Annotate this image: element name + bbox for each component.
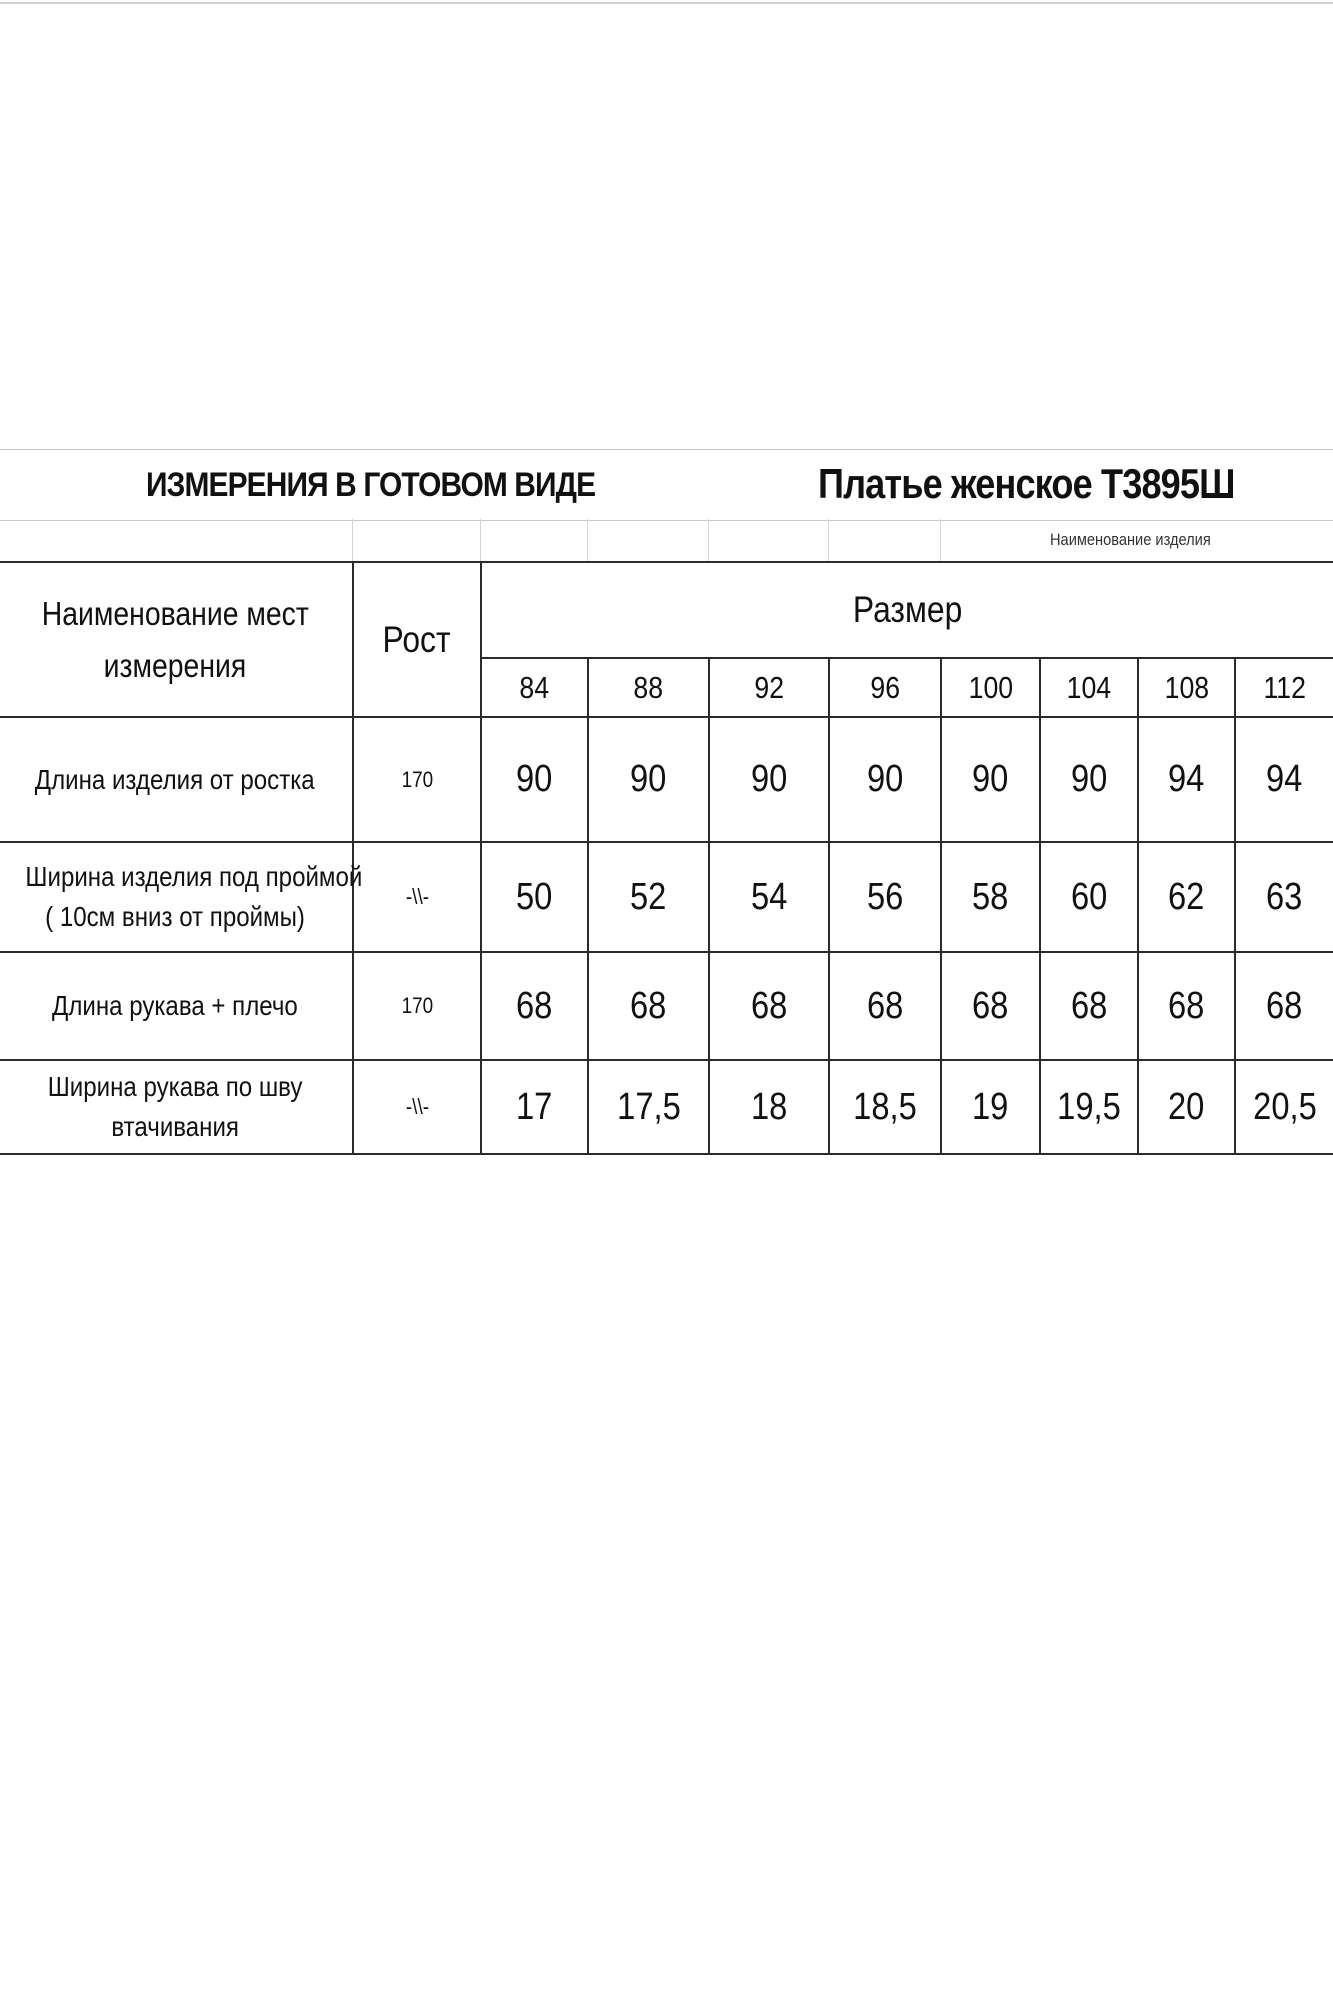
size-92: 92 [709, 658, 829, 717]
document-heading: ИЗМЕРЕНИЯ В ГОТОВОМ ВИДЕ [146, 466, 596, 504]
row-label: Длина изделия от ростка [0, 717, 353, 842]
value-cell: 50 [481, 842, 588, 952]
value-cell: 90 [829, 717, 941, 842]
height-header-text: Рост [382, 618, 451, 660]
value-cell: 94 [1235, 717, 1333, 842]
table-row [0, 952, 1333, 1060]
size-100: 100 [941, 658, 1040, 717]
size-112: 112 [1235, 658, 1333, 717]
value-cell: 58 [941, 842, 1040, 952]
height-header [353, 562, 481, 717]
value-cell: 17,5 [588, 1060, 709, 1154]
value-cell: 19 [941, 1060, 1040, 1154]
size-96: 96 [829, 658, 941, 717]
value-cell: 18,5 [829, 1060, 941, 1154]
value-cell: 17 [481, 1060, 588, 1154]
size-84: 84 [481, 658, 588, 717]
size-header-text: Размер [852, 589, 963, 630]
value-cell: 60 [1040, 842, 1138, 952]
value-cell: 94 [1138, 717, 1235, 842]
value-cell: 68 [709, 952, 829, 1060]
row-label: Ширина изделия под проймой ( 10см вниз от проймы) [0, 842, 353, 952]
value-cell: 56 [829, 842, 941, 952]
value-cell: 90 [709, 717, 829, 842]
value-cell: 68 [1040, 952, 1138, 1060]
row-label: Ширина рукава по шву втачивания [0, 1060, 353, 1154]
value-cell: 68 [829, 952, 941, 1060]
measurements-table [0, 561, 1333, 1155]
table-row [0, 842, 1333, 952]
product-title: Платье женское Т3895Ш [818, 460, 1235, 507]
value-cell: 68 [588, 952, 709, 1060]
row-label: Длина рукава + плечо [0, 952, 353, 1060]
value-cell: 68 [1235, 952, 1333, 1060]
empty-grid-row [0, 519, 1333, 562]
table-row [0, 1060, 1333, 1154]
value-cell: 90 [481, 717, 588, 842]
row-height: -\\- [353, 842, 481, 952]
size-header [481, 562, 1333, 658]
header-row [0, 562, 1333, 658]
value-cell: 90 [588, 717, 709, 842]
row-height: -\\- [353, 1060, 481, 1154]
value-cell: 20,5 [1235, 1060, 1333, 1154]
value-cell: 68 [1138, 952, 1235, 1060]
value-cell: 54 [709, 842, 829, 952]
measurement-name-header-line2: измерения [103, 646, 247, 684]
size-88: 88 [588, 658, 709, 717]
value-cell: 52 [588, 842, 709, 952]
table-row [0, 717, 1333, 842]
value-cell: 19,5 [1040, 1060, 1138, 1154]
value-cell: 68 [941, 952, 1040, 1060]
value-cell: 90 [941, 717, 1040, 842]
value-cell: 18 [709, 1060, 829, 1154]
row-height: 170 [353, 717, 481, 842]
value-cell: 90 [1040, 717, 1138, 842]
size-104: 104 [1040, 658, 1138, 717]
value-cell: 63 [1235, 842, 1333, 952]
size-108: 108 [1138, 658, 1235, 717]
row-height: 170 [353, 952, 481, 1060]
value-cell: 68 [481, 952, 588, 1060]
value-cell: 62 [1138, 842, 1235, 952]
product-caption: Наименование изделия [1050, 530, 1211, 549]
measurement-name-header [0, 562, 353, 717]
measurement-name-header-line1: Наименование мест [41, 594, 309, 632]
top-divider [0, 2, 1333, 4]
value-cell: 20 [1138, 1060, 1235, 1154]
